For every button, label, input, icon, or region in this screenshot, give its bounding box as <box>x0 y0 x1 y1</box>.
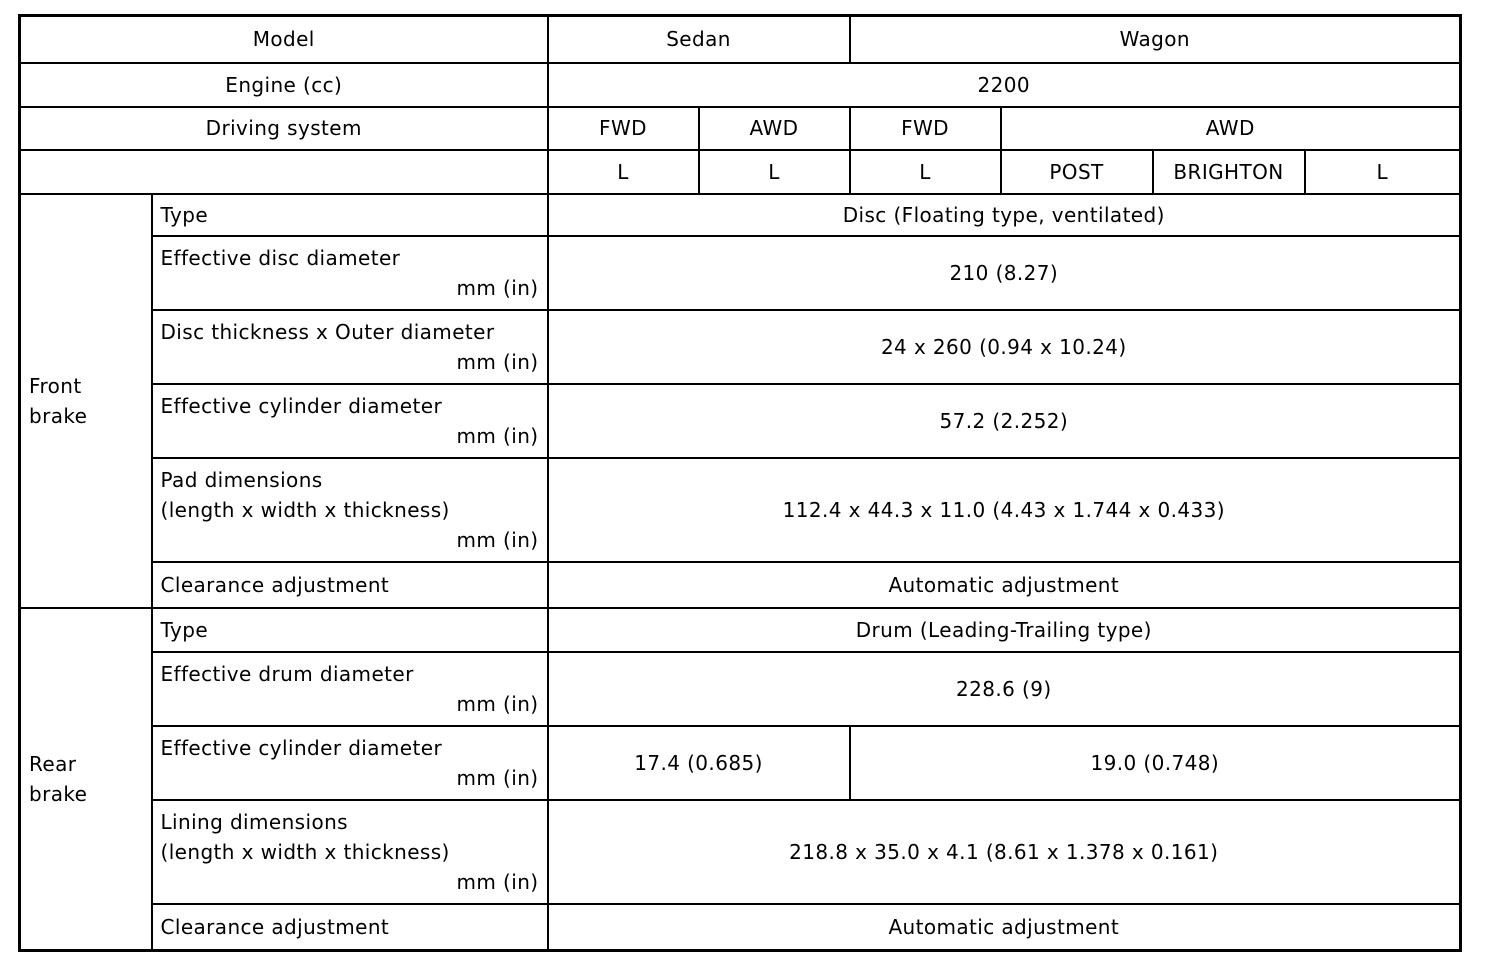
spec-value: 57.2 (2.252) <box>548 384 1461 458</box>
spec-value-sedan: 17.4 (0.685) <box>548 726 850 800</box>
row-driving-system <box>20 107 1461 150</box>
trim-cell: POST <box>1001 150 1153 194</box>
spec-value: Disc (Floating type, ventilated) <box>548 194 1461 236</box>
drive-sedan-awd: AWD <box>699 107 850 150</box>
driving-system-label: Driving system <box>20 107 548 150</box>
spec-label: Clearance adjustment <box>152 904 548 951</box>
front-row-clearance <box>20 562 1461 608</box>
front-brake-group-label: Front brake <box>20 194 152 608</box>
trim-label-empty <box>20 150 548 194</box>
spec-value: 24 x 260 (0.94 x 10.24) <box>548 310 1461 384</box>
front-row-type <box>20 194 1461 236</box>
trim-cell: BRIGHTON <box>1153 150 1305 194</box>
front-row-disc-thickness <box>20 310 1461 384</box>
spec-label: Pad dimensions (length x width x thickness) mm (in) <box>152 458 548 562</box>
trim-cell: L <box>850 150 1001 194</box>
sedan-header: Sedan <box>548 16 850 63</box>
trim-cell: L <box>548 150 699 194</box>
spec-value: 218.8 x 35.0 x 4.1 (8.61 x 1.378 x 0.161) <box>548 800 1461 904</box>
spec-label: Effective drum diameter mm (in) <box>152 652 548 726</box>
engine-value: 2200 <box>548 63 1461 107</box>
spec-value-wagon: 19.0 (0.748) <box>850 726 1461 800</box>
spec-label: Type <box>152 194 548 236</box>
spec-label: Disc thickness x Outer diameter mm (in) <box>152 310 548 384</box>
drive-wagon-fwd: FWD <box>850 107 1001 150</box>
rear-row-cylinder-diameter <box>20 726 1461 800</box>
rear-row-drum-diameter <box>20 652 1461 726</box>
wagon-header: Wagon <box>850 16 1461 63</box>
drive-sedan-fwd: FWD <box>548 107 699 150</box>
drive-wagon-awd: AWD <box>1001 107 1461 150</box>
row-engine <box>20 63 1461 107</box>
spec-label: Type <box>152 608 548 652</box>
rear-brake-group-label: Rear brake <box>20 608 152 951</box>
front-row-cylinder-diameter <box>20 384 1461 458</box>
brake-spec-table <box>18 14 1462 952</box>
rear-row-lining-dimensions <box>20 800 1461 904</box>
engine-label: Engine (cc) <box>20 63 548 107</box>
model-label: Model <box>20 16 548 63</box>
spec-label: Clearance adjustment <box>152 562 548 608</box>
spec-value: 210 (8.27) <box>548 236 1461 310</box>
rear-row-type <box>20 608 1461 652</box>
spec-label: Effective cylinder diameter mm (in) <box>152 726 548 800</box>
spec-value: 112.4 x 44.3 x 11.0 (4.43 x 1.744 x 0.433) <box>548 458 1461 562</box>
spec-value: Automatic adjustment <box>548 562 1461 608</box>
spec-value: Automatic adjustment <box>548 904 1461 951</box>
rear-row-clearance <box>20 904 1461 951</box>
row-trim <box>20 150 1461 194</box>
trim-cell: L <box>699 150 850 194</box>
front-row-disc-diameter <box>20 236 1461 310</box>
trim-cell: L <box>1305 150 1461 194</box>
spec-label: Lining dimensions (length x width x thickness) mm (in) <box>152 800 548 904</box>
spec-label: Effective cylinder diameter mm (in) <box>152 384 548 458</box>
front-row-pad-dimensions <box>20 458 1461 562</box>
spec-label: Effective disc diameter mm (in) <box>152 236 548 310</box>
spec-value: 228.6 (9) <box>548 652 1461 726</box>
row-model <box>20 16 1461 63</box>
spec-value: Drum (Leading-Trailing type) <box>548 608 1461 652</box>
